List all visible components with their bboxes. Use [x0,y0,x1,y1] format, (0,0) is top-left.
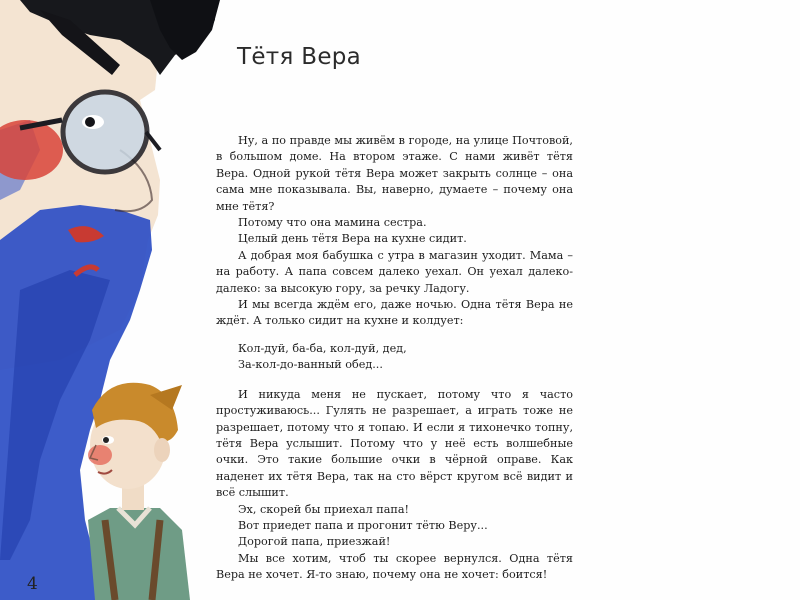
verse-line: За-кол-до-ванный обед... [238,358,383,372]
illustration [0,0,230,600]
page-number: 4 [27,574,38,594]
chapter-title: Тётя Вера [237,44,362,70]
story-text [216,133,573,584]
story-paragraph: И мы всегда ждём его, даже ночью. Одна тётя Вера не ждёт. А только сидит на кухне и колдует: [216,298,573,328]
glasses-lens [63,92,147,172]
story-paragraph: Эх, скорей бы приехал папа! [238,502,410,516]
verse-line: Кол-дуй, ба-ба, кол-дуй, дед, [238,341,407,355]
story-paragraph: Дорогой папа, приезжай! [238,535,391,549]
story-paragraph: Целый день тётя Вера на кухне сидит. [238,232,467,246]
verse [216,341,573,374]
story-paragraph: И никуда меня не пускает, потому что я часто простуживаюсь... Гулять не разрешает, а играть тоже не разрешает, потому что я топаю. И если я тихонечко топну, тётя Вера услышит. Потому что у неё есть волшебные очки. Это такие большие очки в чёрной оправе. Как наденет их тётя Вера, так на сто вёрст кругом всё видит и всё слышит. [216,387,573,500]
story-paragraph: Вот приедет папа и прогонит тётю Веру... [238,518,488,532]
story-paragraph: Ну, а по правде мы живём в городе, на улице Почтовой, в большом доме. На втором этаже. С нами живёт тётя Вера. Одной рукой тётя Вера может закрыть солнце – она сама мне показывала. Вы, наверно, думаете – почему она мне тётя? [216,134,573,213]
story-paragraph: Потому что она мамина сестра. [238,216,427,230]
story-paragraph: А добрая моя бабушка с утра в магазин уходит. Мама – на работу. А папа совсем далеко уехал. Он уехал далеко-далеко: за высокую гору, за речку Ладогу. [216,248,573,295]
story-paragraph: Мы все хотим, чтоб ты скорее вернулся. Одна тётя Вера не хочет. Я-то знаю, почему она не хочет: боится! [216,551,573,582]
